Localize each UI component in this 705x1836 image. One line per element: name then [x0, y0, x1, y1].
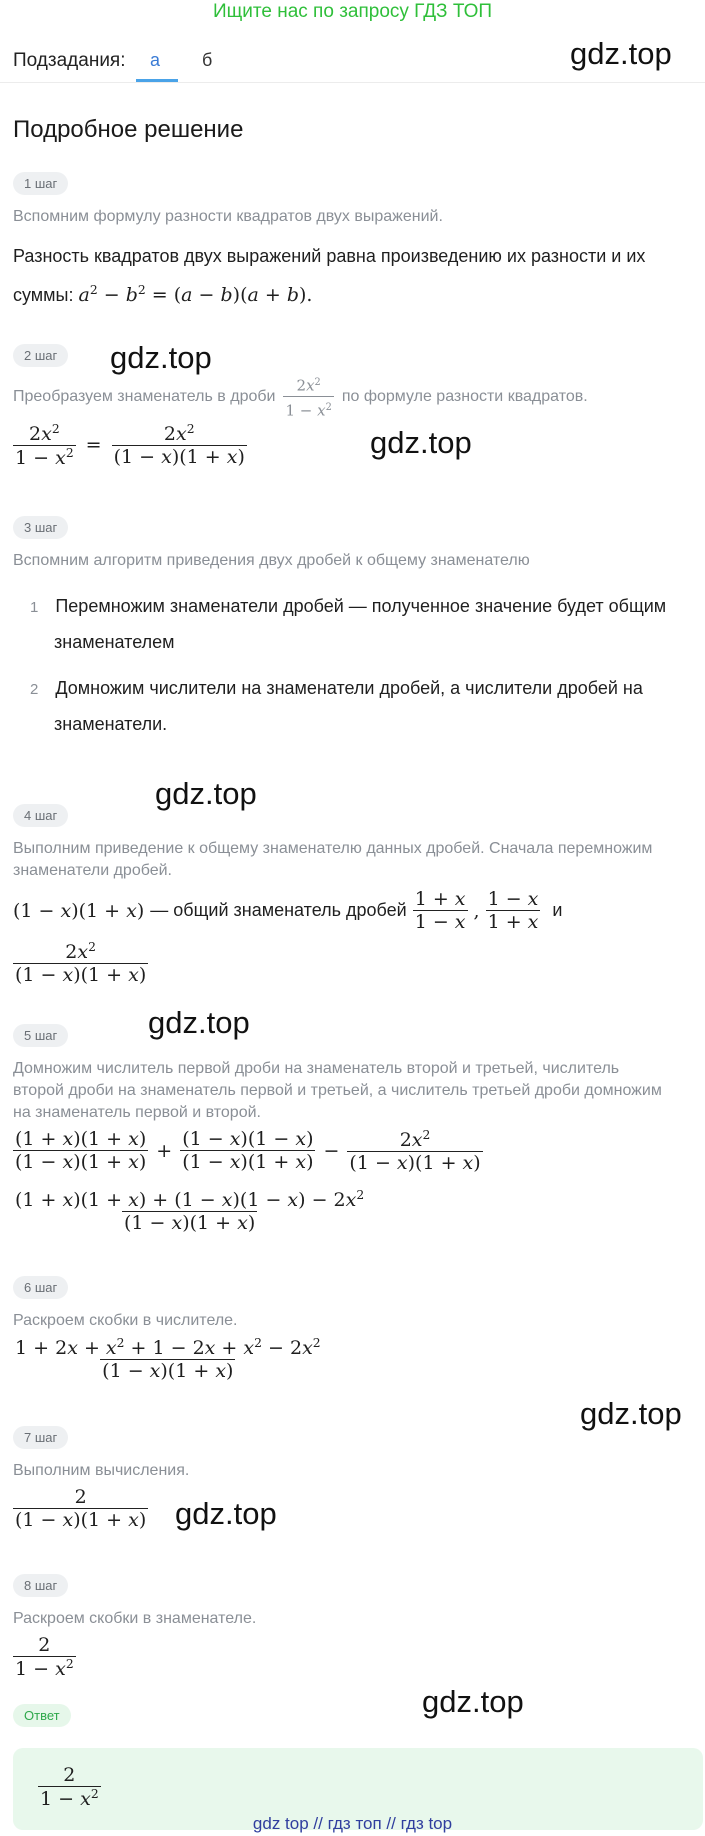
- step-note: Домножим числитель первой дроби на знаменатель второй и третьей, числитель: [13, 1060, 620, 1077]
- step-badge: 4 шаг: [13, 804, 68, 827]
- subtasks-label: Подзадания:: [13, 50, 126, 71]
- tab-a[interactable]: а: [150, 50, 161, 70]
- watermark: gdz.top: [148, 1005, 250, 1040]
- list-text: Домножим числители на знаменатели дробей, а числители дробей на: [55, 678, 643, 698]
- formula-step2: $\frac{2x^2}{1 - x^2}$ = $\frac{2x^2}{(1 - x)(1 + x)}$: [15, 422, 245, 469]
- step-badge: 8 шаг: [13, 1574, 68, 1597]
- step-text: суммы:: [13, 284, 74, 305]
- watermark: gdz.top: [110, 340, 212, 375]
- list-text: Перемножим знаменатели дробей — полученное значение будет общим: [55, 596, 667, 616]
- formula-step7: $\frac{2}{(1 - x)(1 + x)}$: [15, 1486, 147, 1531]
- step-text: — общий знаменатель дробей: [150, 900, 407, 920]
- list-index: 2: [30, 681, 39, 698]
- step-note: Выполним вычисления.: [13, 1462, 190, 1479]
- formula-step4: (1 − x)(1 + x) — общий знаменатель дробей $\frac{1 + x}{1 - x}$ , $\frac{1 - x}{1 + x}$ и: [13, 888, 563, 933]
- footer-links[interactable]: gdz top // гдз топ // гдз top: [252, 1814, 453, 1833]
- formula-step5-line1: $\frac{(1 + x)(1 + x)}{(1 - x)(1 + x)}$ + $\frac{(1 - x)(1 - x)}{(1 - x)(1 + x)}$ − $\frac{2x^2}{(1 - x)(1 + x)}$: [15, 1128, 481, 1174]
- step-note: знаменатели дробей.: [13, 862, 172, 879]
- list-text-cont: знаменателем: [54, 632, 175, 652]
- step-note: на знаменатель первой и второй.: [13, 1104, 261, 1121]
- step-note: Вспомним алгоритм приведения двух дробей к общему знаменателю: [13, 552, 530, 569]
- watermark: gdz.top: [570, 36, 672, 71]
- formula-difference-of-squares: $a^2 - b^2 = (a - b)(a + b)$.: [78, 283, 313, 306]
- step-note: [13, 372, 588, 422]
- watermark: gdz.top: [175, 1496, 277, 1531]
- step-note: Выполним приведение к общему знаменателю данных дробей. Сначала перемножим: [13, 840, 653, 857]
- formula-step6: $\frac{1 + 2x + x^2 + 1 - 2x + x^2 - 2x^2}{(1 - x)(1 + x)}$: [15, 1336, 321, 1382]
- step-text-line2: [13, 272, 312, 313]
- step-note: Раскроем скобки в знаменателе.: [13, 1610, 257, 1627]
- list-item: [30, 670, 643, 708]
- step-badge: 5 шаг: [13, 1024, 68, 1047]
- step-badge: 7 шаг: [13, 1426, 68, 1449]
- and-text: и: [552, 900, 563, 920]
- watermark: gdz.top: [155, 776, 257, 811]
- step-note: второй дроби на знаменатель первой и третьей, а числитель третьей дроби домножим: [13, 1082, 662, 1099]
- formula-step8: $\frac{2}{1 - x^2}$: [15, 1634, 74, 1680]
- step-badge: 2 шаг: [13, 344, 68, 367]
- fraction: $\frac{2x^2}{1 - x^2}$: [285, 376, 332, 420]
- note-text: по формуле разности квадратов.: [341, 387, 588, 405]
- list-text-cont: знаменатели.: [54, 714, 168, 734]
- answer-formula: $\frac{2}{1 - x^2}$: [40, 1764, 99, 1810]
- tab-b[interactable]: б: [202, 50, 213, 70]
- list-item: [30, 588, 666, 626]
- step-note: Раскроем скобки в числителе.: [13, 1312, 238, 1329]
- note-text: Преобразуем знаменатель в дроби: [13, 387, 276, 405]
- solution-title: Подробное решение: [13, 116, 244, 143]
- step-badge: 6 шаг: [13, 1276, 68, 1299]
- formula-step5-line2: $\frac{(1 + x)(1 + x) + (1 - x)(1 - x) - 2x^2}{(1 - x)(1 + x)}$: [15, 1188, 365, 1234]
- divider: [0, 82, 705, 83]
- promo-banner[interactable]: Ищите нас по запросу ГДЗ ТОП: [212, 1, 493, 22]
- watermark: gdz.top: [580, 1396, 682, 1431]
- step-badge: 1 шаг: [13, 172, 68, 195]
- step-badge: 3 шаг: [13, 516, 68, 539]
- watermark: gdz.top: [422, 1684, 524, 1719]
- formula-fraction: $\frac{2x^2}{(1 - x)(1 + x)}$: [15, 940, 147, 986]
- step-note: Вспомним формулу разности квадратов двух выражений.: [13, 208, 443, 225]
- list-index: 1: [30, 599, 39, 616]
- watermark: gdz.top: [370, 425, 472, 460]
- step-text: Разность квадратов двух выражений равна произведению их разности и их: [13, 246, 646, 266]
- answer-badge: Ответ: [13, 1704, 71, 1727]
